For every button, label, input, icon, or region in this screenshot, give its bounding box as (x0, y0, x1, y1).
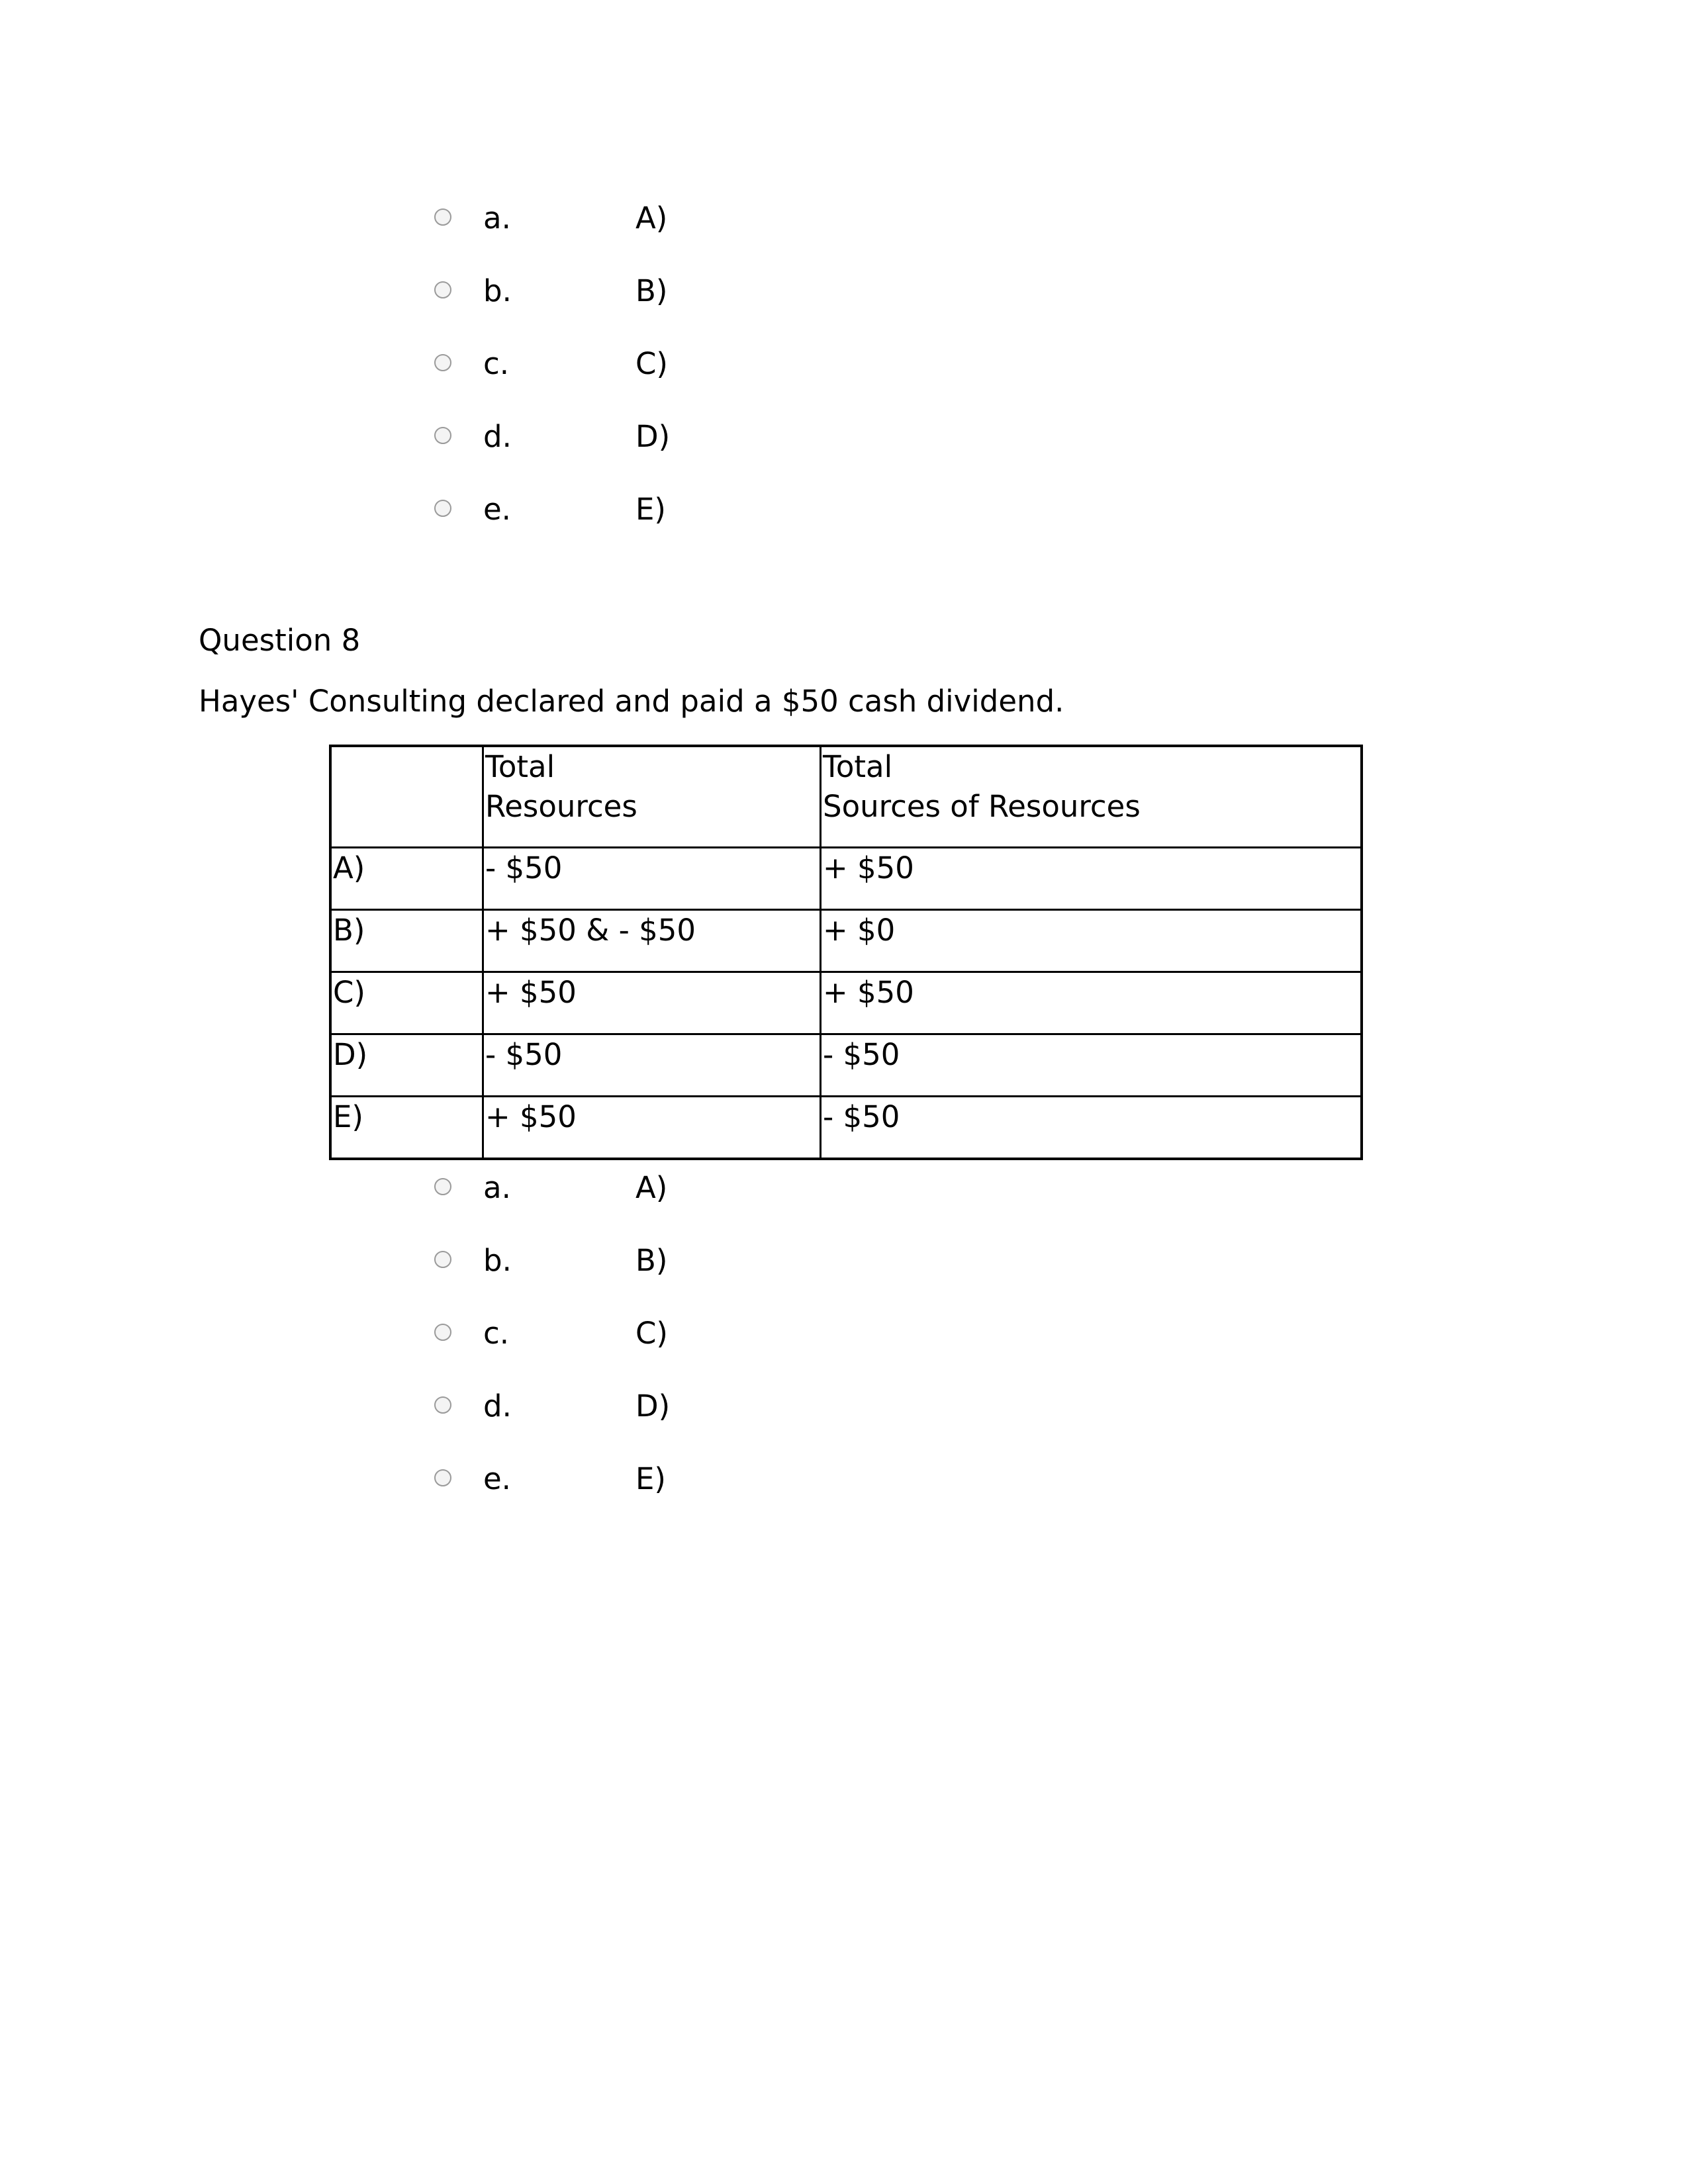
option-row[interactable] (430, 493, 894, 533)
radio-button[interactable] (434, 500, 451, 517)
radio-button[interactable] (434, 427, 451, 444)
option-letter: c. (483, 346, 510, 381)
question-title: Question 8 (199, 623, 361, 658)
option-value: B) (635, 1243, 668, 1278)
table-cell: + $50 (821, 972, 1362, 1034)
table-row (330, 1034, 1362, 1097)
table-header-cell (821, 746, 1362, 848)
option-value: C) (635, 346, 668, 381)
option-value: B) (635, 273, 668, 308)
option-row[interactable] (430, 420, 894, 460)
option-letter: e. (483, 1461, 511, 1496)
header-line: Total (823, 749, 893, 784)
option-row[interactable] (430, 1463, 894, 1502)
option-value: C) (635, 1316, 668, 1351)
table-cell: - $50 (821, 1097, 1362, 1160)
option-row[interactable] (430, 1171, 894, 1211)
header-line: Total (485, 749, 555, 784)
radio-button[interactable] (434, 208, 451, 226)
option-letter: a. (483, 1170, 511, 1205)
radio-button[interactable] (434, 1178, 451, 1195)
option-letter: e. (483, 492, 511, 527)
option-row[interactable] (430, 275, 894, 314)
table-cell: + $50 (821, 848, 1362, 910)
option-value: D) (635, 1388, 671, 1424)
radio-button[interactable] (434, 1251, 451, 1268)
table-row (330, 1097, 1362, 1160)
table-cell: A) (330, 848, 483, 910)
option-row[interactable] (430, 1317, 894, 1357)
option-letter: d. (483, 1388, 512, 1424)
table-cell: + $0 (821, 910, 1362, 972)
table-cell: + $50 (483, 1097, 821, 1160)
option-letter: a. (483, 201, 511, 236)
option-letter: b. (483, 1243, 512, 1278)
table-cell: B) (330, 910, 483, 972)
option-letter: b. (483, 273, 512, 308)
table-row (330, 972, 1362, 1034)
radio-button[interactable] (434, 1396, 451, 1414)
option-value: A) (635, 201, 668, 236)
table-header-cell (330, 746, 483, 848)
radio-button[interactable] (434, 1324, 451, 1341)
option-value: E) (635, 1461, 666, 1496)
table-cell: + $50 & - $50 (483, 910, 821, 972)
table-cell: + $50 (483, 972, 821, 1034)
radio-button[interactable] (434, 281, 451, 298)
option-value: A) (635, 1170, 668, 1205)
table-cell: D) (330, 1034, 483, 1097)
option-value: E) (635, 492, 666, 527)
table-header-cell (483, 746, 821, 848)
option-row[interactable] (430, 1390, 894, 1430)
table-row (330, 910, 1362, 972)
radio-button[interactable] (434, 354, 451, 371)
table-cell: - $50 (821, 1034, 1362, 1097)
header-line: Resources (485, 789, 637, 824)
question-text: Hayes' Consulting declared and paid a $50 cash dividend. (199, 684, 1064, 719)
option-value: D) (635, 419, 671, 454)
option-letter: c. (483, 1316, 510, 1351)
option-row[interactable] (430, 1244, 894, 1284)
table-cell: E) (330, 1097, 483, 1160)
answer-table (329, 745, 1363, 1160)
option-letter: d. (483, 419, 512, 454)
option-row[interactable] (430, 202, 894, 242)
option-row[interactable] (430, 347, 894, 387)
table-header-row (330, 746, 1362, 848)
table-cell: - $50 (483, 848, 821, 910)
radio-button[interactable] (434, 1469, 451, 1486)
header-line: Sources of Resources (823, 789, 1141, 824)
table-row (330, 848, 1362, 910)
table-cell: C) (330, 972, 483, 1034)
table-cell: - $50 (483, 1034, 821, 1097)
